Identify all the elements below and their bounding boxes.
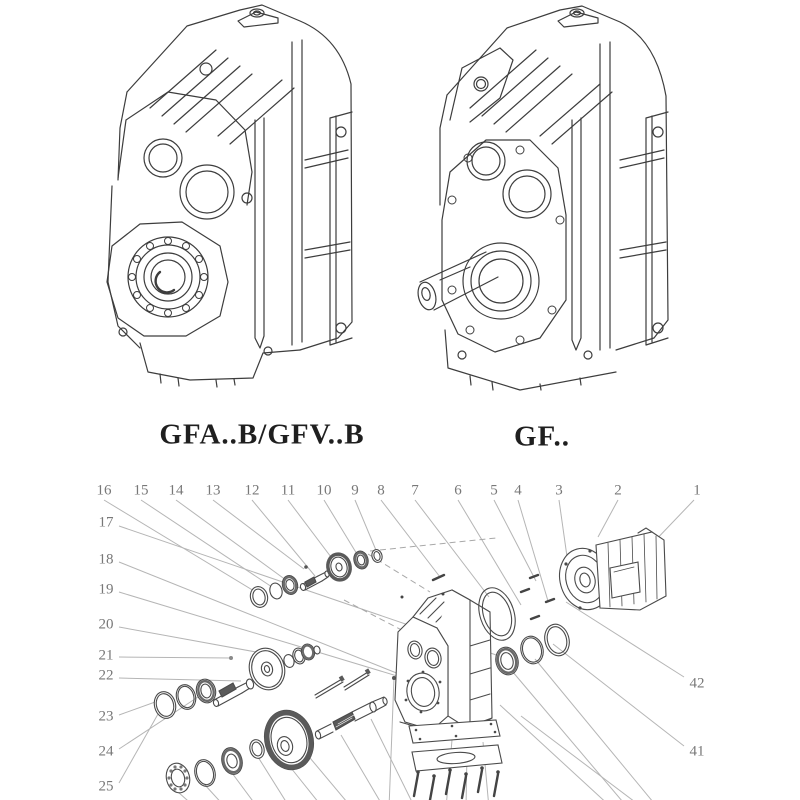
callout-5: 5 [490, 482, 498, 499]
callout-6: 6 [454, 482, 462, 499]
motor [596, 528, 666, 610]
shaft-key [304, 565, 308, 569]
callout-25: 25 [98, 778, 114, 795]
callout-18: 18 [98, 551, 114, 568]
output-washer [248, 738, 266, 760]
exploded-diagram [104, 500, 694, 800]
callout-13: 13 [205, 482, 221, 499]
output-gear [258, 705, 320, 775]
input-bearing [280, 574, 299, 596]
seal-ring-large [151, 689, 178, 721]
callout-4: 4 [514, 482, 522, 499]
gearbox-drawing-gfab [107, 5, 352, 387]
callout-19: 19 [98, 581, 114, 598]
input-bearing-2 [352, 549, 370, 570]
parts [151, 528, 666, 800]
callout-16: 16 [96, 482, 112, 499]
ball-bearing [163, 761, 193, 796]
callout-41: 41 [689, 743, 705, 760]
output-side-snap-ring [518, 634, 546, 667]
callout-11: 11 [280, 482, 296, 499]
output-shaft [315, 697, 388, 740]
input-oil-seal [268, 582, 284, 601]
callout-3: 3 [555, 482, 563, 499]
output-bearing [219, 745, 245, 776]
input-pinion-shaft [300, 571, 330, 591]
callout-1: 1 [693, 482, 701, 499]
gearbox-drawing-gf [415, 6, 668, 390]
callout-20: 20 [98, 616, 114, 633]
stud-bolts [315, 668, 371, 698]
callout-23: 23 [98, 708, 114, 725]
intermediate-pinion-shaft [213, 678, 255, 707]
callout-9: 9 [351, 482, 359, 499]
callout-12: 12 [244, 482, 260, 499]
model-label-left: GFA..B/GFV..B [159, 418, 365, 451]
output-side-ring [541, 621, 572, 658]
callout-7: 7 [411, 482, 419, 499]
callout-42: 42 [689, 675, 705, 692]
callout-15: 15 [133, 482, 149, 499]
input-gear [325, 552, 353, 583]
housing [395, 590, 492, 735]
output-snap-ring [192, 757, 218, 788]
base-cover [412, 745, 502, 771]
callout-17: 17 [98, 514, 114, 531]
snap-ring-intermediate [174, 682, 199, 711]
callout-10: 10 [316, 482, 332, 499]
input-bearing-cap [248, 585, 270, 610]
callout-21: 21 [98, 647, 114, 664]
callout-22: 22 [98, 667, 114, 684]
callout-8: 8 [377, 482, 385, 499]
callout-2: 2 [614, 482, 622, 499]
callout-14: 14 [168, 482, 184, 499]
model-label-right: GF.. [513, 420, 571, 453]
output-side-bearing [493, 645, 521, 678]
callout-24: 24 [98, 743, 114, 760]
